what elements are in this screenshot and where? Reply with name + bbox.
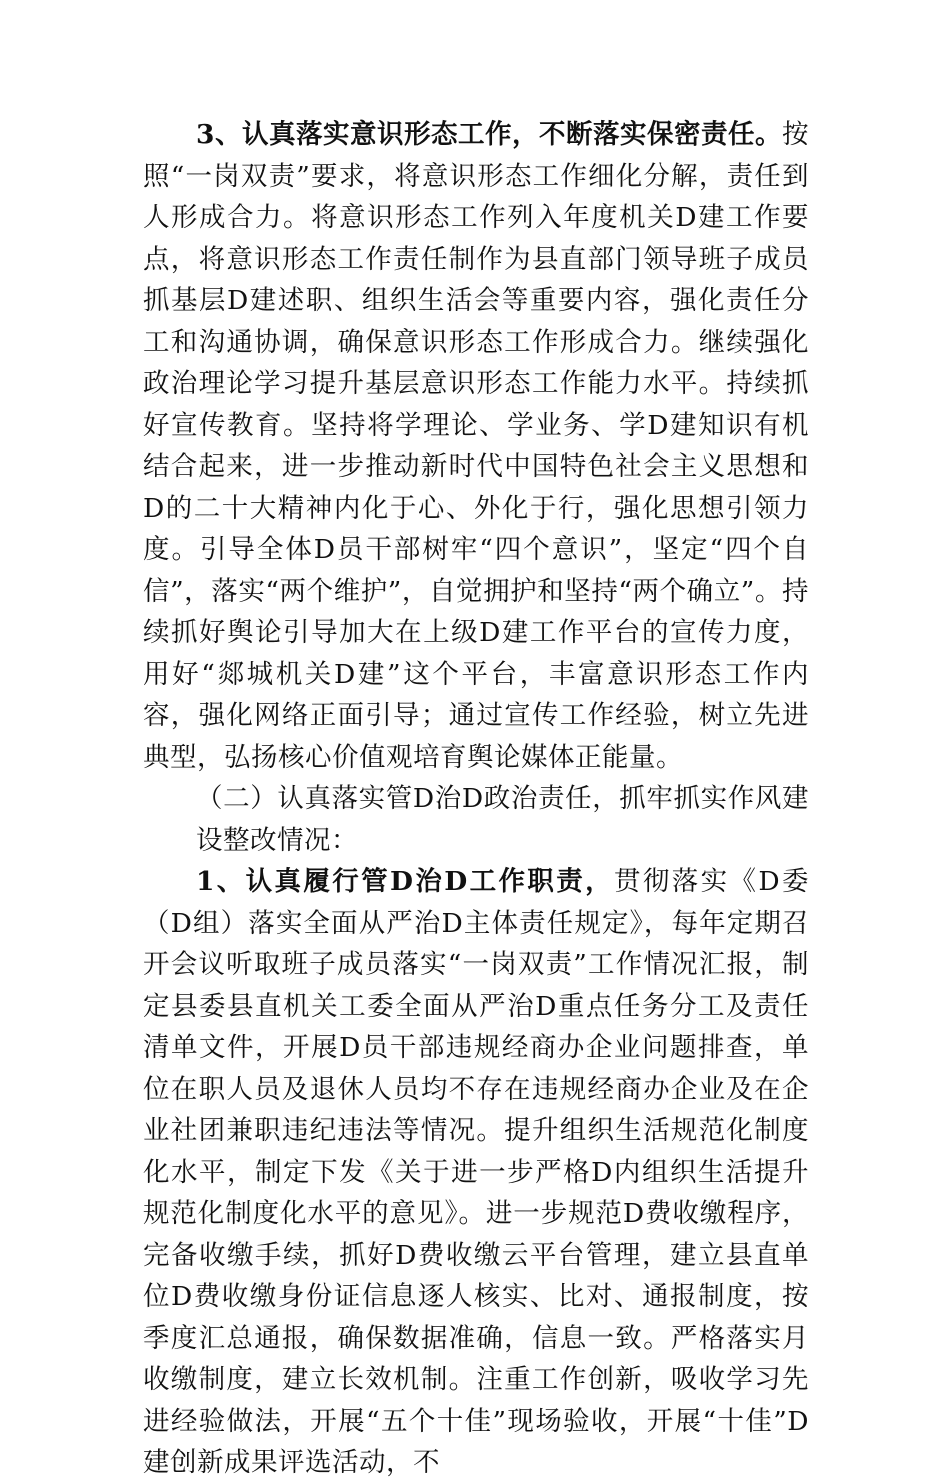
paragraph-party-duty: [143, 861, 809, 1484]
paragraph-lead-heading: 3、认真落实意识形态工作，不断落实保密责任。: [196, 119, 782, 150]
section-subheading: （二）认真落实管D治D政治责任，抓牢抓实作风建设整改情况：: [196, 783, 809, 856]
document-body: [143, 114, 809, 1484]
paragraph-body-text: 贯彻落实《D委（D组）落实全面从严治D主体责任规定》，每年定期召开会议听取班子成员落实“一岗双责”工作情况汇报，制定县委县直机关工委全面从严治D重点任务分工及责任清单文件，开展D员干部违规经商办企业问题排查，单位在职人员及退休人员均不存在违规经商办企业及在企业社团兼职违纪违法等情况。提升组织生活规范化制度化水平，制定下发《关于进一步严格D内组织生活提升规范化制度化水平的意见》。进一步规范D费收缴程序，完备收缴手续，抓好D费收缴云平台管理，建立县直单位D费收缴身份证信息逐人核实、比对、通报制度，按季度汇总通报，确保数据准确，信息一致。严格落实月收缴制度，建立长效机制。注重工作创新，吸收学习先进经验做法，开展“五个十佳”现场验收，开展“十佳”D建创新成果评选活动，不: [143, 866, 810, 1478]
paragraph-ideology-work: [143, 114, 809, 778]
paragraph-body-text: 按照“一岗双责”要求，将意识形态工作细化分解，责任到人形成合力。将意识形态工作列入年度机关D建工作要点，将意识形态工作责任制作为县直部门领导班子成员抓基层D建述职、组织生活会等重要内容，强化责任分工和沟通协调，确保意识形态工作形成合力。继续强化政治理论学习提升基层意识形态工作能力水平。持续抓好宣传教育。坚持将学理论、学业务、学D建知识有机结合起来，进一步推动新时代中国特色社会主义思想和D的二十大精神内化于心、外化于行，强化思想引领力度。引导全体D员干部树牢“四个意识”，坚定“四个自信”，落实“两个维护”，自觉拥护和坚持“两个确立”。持续抓好舆论引导加大在上级D建工作平台的宣传力度，用好“郯城机关D建”这个平台，丰富意识形态工作内容，强化网络正面引导；通过宣传工作经验，树立先进典型，弘扬核心价值观培育舆论媒体正能量。: [143, 119, 809, 773]
paragraph-lead-heading: 1、认真履行管D治D工作职责，: [196, 866, 615, 897]
